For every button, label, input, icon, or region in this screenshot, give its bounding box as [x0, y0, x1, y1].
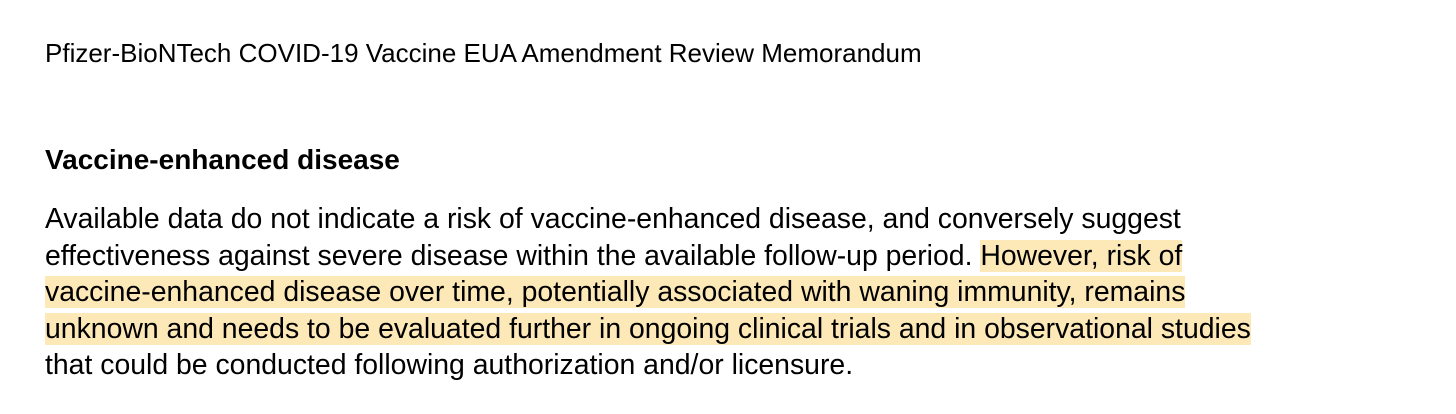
- paragraph-line: [45, 274, 1251, 311]
- section-heading: Vaccine-enhanced disease: [45, 144, 400, 175]
- paragraph-line: [45, 347, 1251, 384]
- paragraph-text: that could be conducted following authorization and/or licensure.: [45, 349, 854, 382]
- paragraph-line: [45, 201, 1251, 238]
- paragraph-line: [45, 311, 1251, 348]
- paragraph-line: [45, 238, 1251, 275]
- document-header: Pfizer-BioNTech COVID-19 Vaccine EUA Amendment Review Memorandum: [45, 38, 922, 68]
- paragraph-text: Available data do not indicate a risk of vaccine-enhanced disease, and conversely suggest: [45, 203, 1181, 235]
- highlighted-text: vaccine-enhanced disease over time, potentially associated with waning immunity, remains: [45, 276, 1186, 309]
- highlighted-text: However, risk of: [980, 239, 1183, 272]
- body-paragraph: [45, 201, 1251, 384]
- highlighted-text: unknown and needs to be evaluated further in ongoing clinical trials and in observational studies: [45, 312, 1251, 345]
- paragraph-text: effectiveness against severe disease within the available follow-up period.: [45, 239, 981, 272]
